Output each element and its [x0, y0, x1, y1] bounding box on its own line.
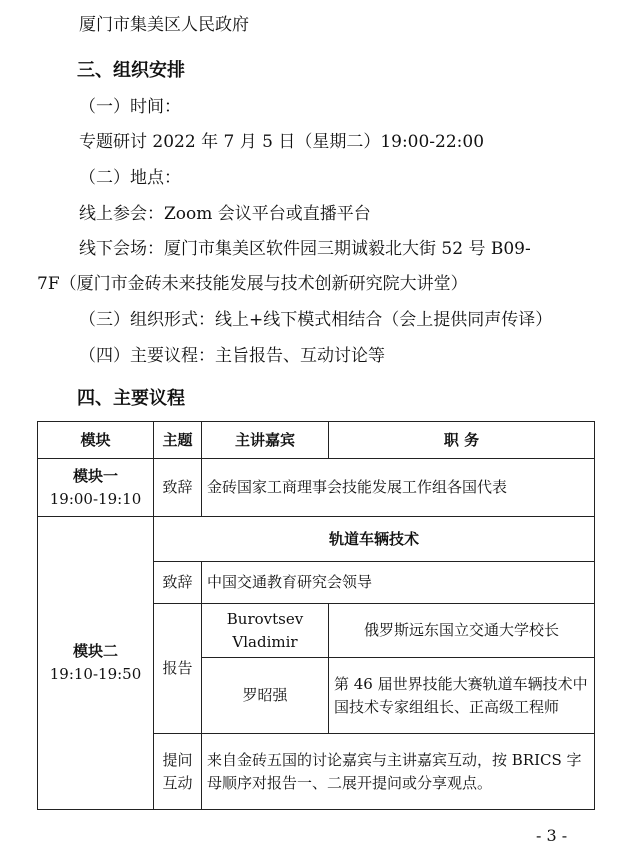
speaker1-name [202, 604, 329, 658]
speaker2-position: 第 46 届世界技能大赛轨道车辆技术中国技术专家组组长、正高级工程师 [329, 658, 595, 734]
module1-topic: 致辞 [154, 459, 202, 517]
section3-heading: 三、组织安排 [77, 60, 185, 81]
online-venue: 线上参会：Zoom 会议平台或直播平台 [79, 204, 371, 224]
module2-cell [38, 517, 154, 810]
module2-qa-description: 来自金砖五国的讨论嘉宾与主讲嘉宾互动，按 BRICS 字母顺序对报告一、二展开提问或分享观点。 [202, 734, 595, 810]
qa-topic-line1: 提问 [162, 750, 193, 769]
header-speaker: 主讲嘉宾 [202, 422, 329, 459]
org-continuation: 厦门市集美区人民政府 [79, 15, 249, 35]
module2-welcome-position: 中国交通教育研究会领导 [202, 562, 595, 604]
module2-section-title: 轨道车辆技术 [154, 517, 595, 562]
table-row [38, 517, 595, 562]
module1-position: 金砖国家工商理事会技能发展工作组各国代表 [202, 459, 595, 517]
module2-report-topic: 报告 [154, 604, 202, 734]
qa-topic-line2: 互动 [162, 773, 193, 792]
time-value: 专题研讨 2022 年 7 月 5 日（星期二）19:00-22:00 [79, 132, 485, 152]
table-header-row [38, 422, 595, 459]
module2-qa-topic [154, 734, 202, 810]
module1-cell [38, 459, 154, 517]
speaker2-name: 罗昭强 [202, 658, 329, 734]
offline-venue-line2: 7F（厦门市金砖未来技能发展与技术创新研究院大讲堂） [37, 274, 468, 294]
module1-time: 19:00-19:10 [49, 489, 142, 508]
module2-name: 模块二 [72, 642, 118, 660]
speaker1-position: 俄罗斯远东国立交通大学校长 [329, 604, 595, 658]
header-module: 模块 [38, 422, 154, 459]
agenda-table [37, 421, 595, 810]
offline-venue-line1: 线下会场：厦门市集美区软件园三期诚毅北大街 52 号 B09- [79, 239, 531, 259]
header-position: 职 务 [329, 422, 595, 459]
module1-name: 模块一 [72, 466, 118, 485]
module2-welcome-topic: 致辞 [154, 562, 202, 604]
agenda-label: （四）主要议程：主旨报告、互动讨论等 [79, 346, 385, 366]
page-number: - 3 - [536, 826, 568, 845]
module2-time: 19:10-19:50 [49, 665, 142, 683]
speaker1-name-line1: Burovtsev [226, 609, 304, 628]
speaker1-name-line2: Vladimir [232, 632, 298, 651]
place-label: （二）地点： [79, 168, 181, 188]
header-topic: 主题 [154, 422, 202, 459]
time-label: （一）时间： [79, 97, 181, 117]
organization-format: （三）组织形式：线上+线下模式相结合（会上提供同声传译） [79, 310, 553, 330]
table-row [38, 459, 595, 517]
section4-heading: 四、主要议程 [77, 388, 185, 409]
